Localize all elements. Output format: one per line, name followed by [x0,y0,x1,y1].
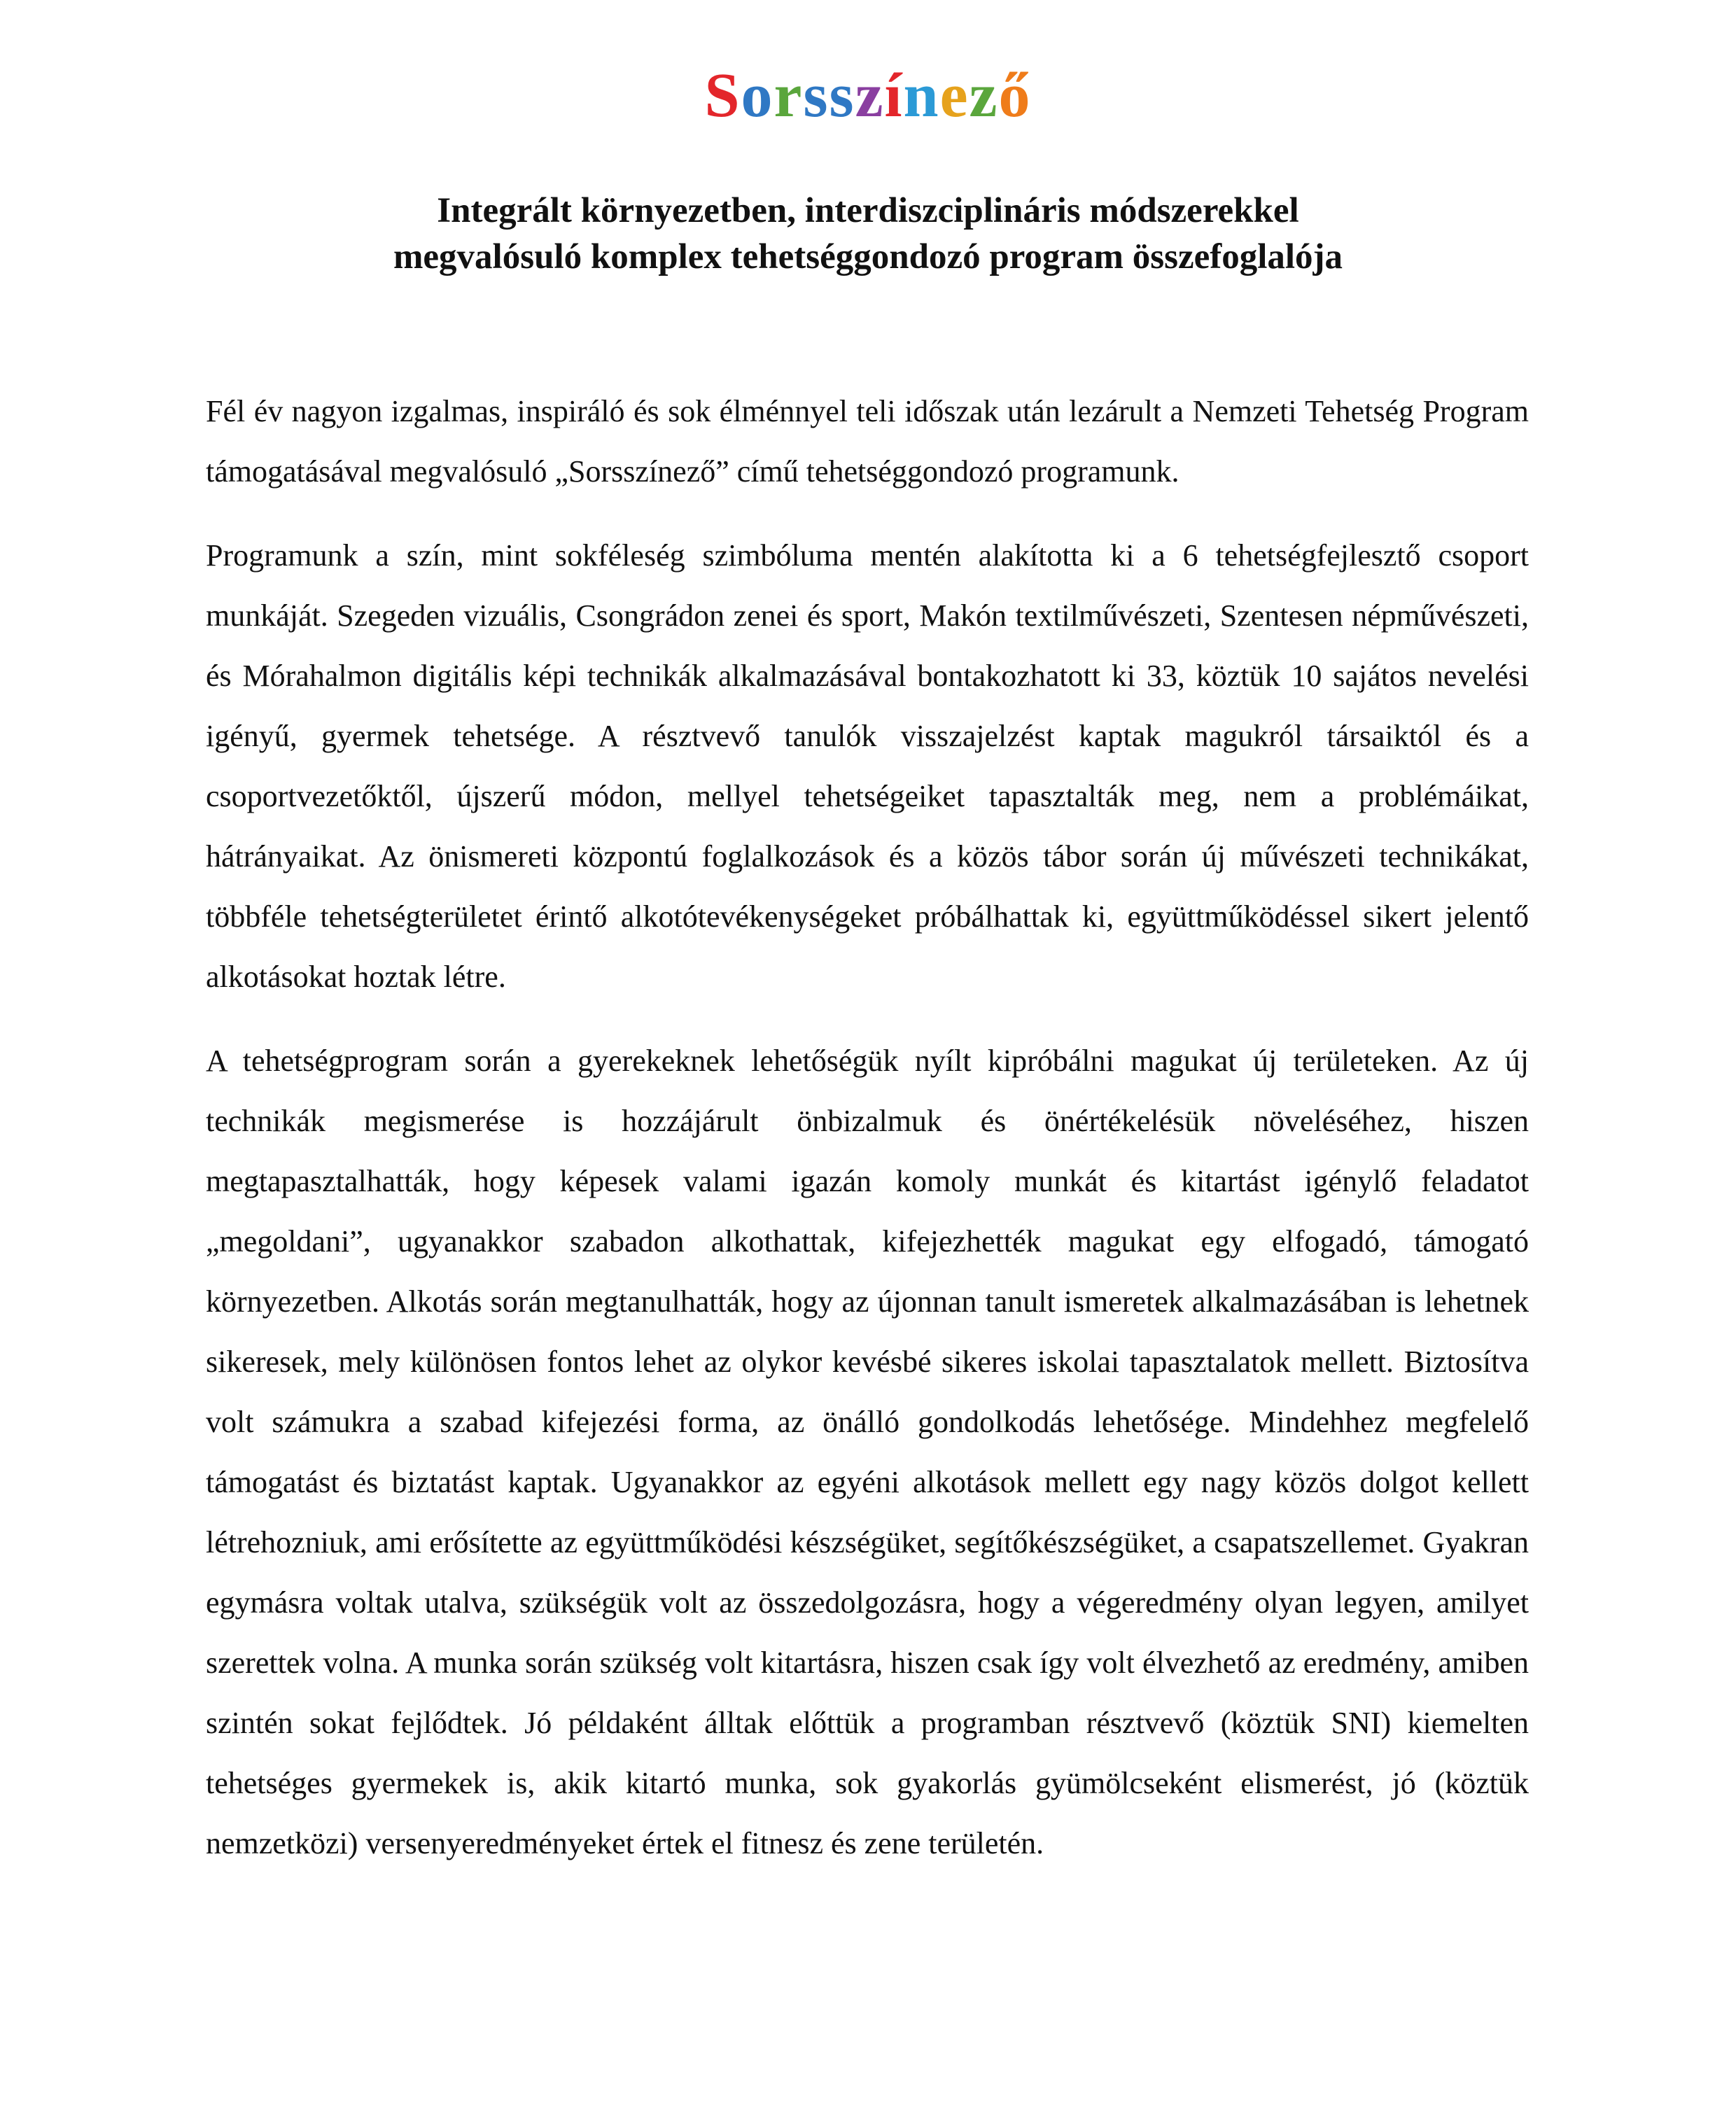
logo-letter: o [741,61,774,130]
logo-letter: z [969,61,999,130]
sorsszinezo-logo [0,57,1736,134]
paragraph-1: Fél év nagyon izgalmas, inspiráló és sok élménnyel teli időszak után lezárult a Nemzeti Tehetség Program támogatásával megvalósuló „Sorsszínező” című tehetséggondozó programunk. [206,394,1529,489]
paragraph-3: A tehetségprogram során a gyerekeknek lehetőségük nyílt kipróbálni magukat új területeken. Az új technikák megismerése is hozzájárult önbizalmuk és önértékelésük növeléséhez, hiszen megtapasztalhatták, hogy képesek valami igazán komoly munkát és kitartást igénylő feladatot „megoldani”, ugyanakkor szabadon alkothattak, kifejezhették magukat egy elfogadó, támogató környezetben. Alkotás során megtanulhatták, hogy az újonnan tanult ismeretek alkalmazásában is lehetnek sikeresek, mely különösen fontos lehet az olykor kevésbé sikeres iskolai tapasztalatok mellett. Biztosítva volt számukra a szabad kifejezési forma, az önálló gondolkodás lehetősége. Mindehhez megfelelő támogatást és biztatást kaptak. Ugyanakkor az egyéni alkotások mellett egy nagy közös dolgot kellett létrehozniuk, ami erősítette az együttműködési készségüket, segítőkészségüket, a csapatszellemet. Gyakran egymásra voltak utalva, szükségük volt az összedolgozásra, hogy a végeredmény olyan legyen, amilyet szerettek volna. A munka során szükség volt kitartásra, hiszen csak így volt élvezhető az eredmény, amiben szintén sokat fejlődtek. Jó példaként álltak előttük a programban résztvevő (köztük SNI) kiemelten tehetséges gyermekek is, akik kitartó munka, sok gyakorlás gyümölcseként elismerést, jó (köztük nemzetközi) versenyeredményeket értek el fitnesz és zene területén. [206,1044,1529,1860]
title-line-2: megvalósuló komplex tehetséggondozó program összefoglalója [393,237,1343,276]
logo-letter: s [803,61,830,130]
logo-letter: n [903,61,940,130]
logo-letter: z [855,61,885,130]
logo-letter: S [704,61,741,130]
logo-letter: s [829,61,855,130]
title-line-1: Integrált környezetben, interdiszciplináris módszerekkel [437,191,1299,230]
paragraph-2: Programunk a szín, mint sokféleség szimbóluma mentén alakította ki a 6 tehetségfejlesztő csoport munkáját. Szegeden vizuális, Csongrádon zenei és sport, Makón textilművészeti, Szentesen népművészeti, és Mórahalmon digitális képi technikák alkalmazásával bontakozhatott ki 33, köztük 10 sajátos nevelési igényű, gyermek tehetsége. A résztvevő tanulók visszajelzést kaptak magukról társaiktól és a csoportvezetőktől, újszerű módon, mellyel tehetségeiket tapasztalták meg, nem a problémáikat, hátrányaikat. Az önismereti központú foglalkozások és a közös tábor során új művészeti technikákat, többféle tehetségterületet érintő alkotótevékenységeket próbálhattak ki, együttműködéssel sikert jelentő alkotásokat hoztak létre. [206,538,1529,994]
logo-letter: í [884,61,904,130]
document-body [206,381,1529,1898]
logo-letter: e [939,61,969,130]
document-title [140,188,1596,280]
logo-letter: r [774,61,804,130]
logo-letter: ő [998,61,1032,130]
